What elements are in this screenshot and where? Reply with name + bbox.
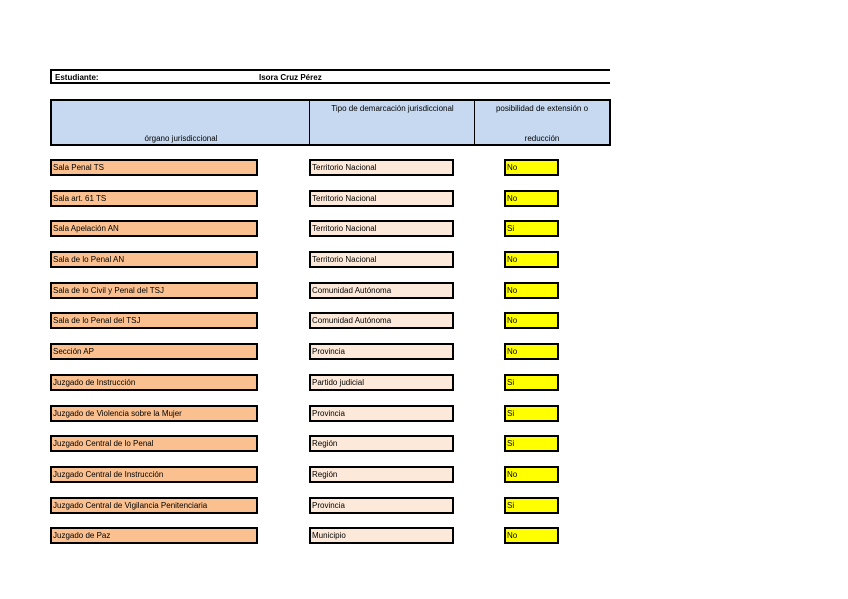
cell-organo[interactable]: Juzgado Central de Vigilancia Penitenciaria: [50, 497, 258, 514]
cell-tipo[interactable]: Partido judicial: [309, 374, 454, 391]
table-row: [0, 435, 848, 466]
cell-tipo[interactable]: Territorio Nacional: [309, 251, 454, 268]
cell-tipo[interactable]: Provincia: [309, 405, 454, 422]
cell-posibilidad[interactable]: Si: [504, 435, 559, 452]
cell-organo[interactable]: Juzgado Central de lo Penal: [50, 435, 258, 452]
cell-tipo[interactable]: Territorio Nacional: [309, 220, 454, 237]
table-row: [0, 282, 848, 313]
cell-posibilidad[interactable]: Si: [504, 497, 559, 514]
header-posibilidad-line1: posibilidad de extensión o: [495, 104, 589, 113]
table-row: [0, 497, 848, 528]
table-row: [0, 220, 848, 251]
cell-organo[interactable]: Sala de lo Civil y Penal del TSJ: [50, 282, 258, 299]
table-row: [0, 190, 848, 221]
cell-tipo[interactable]: Región: [309, 435, 454, 452]
cell-tipo[interactable]: Comunidad Autónoma: [309, 312, 454, 329]
table-row: [0, 527, 848, 558]
cell-tipo[interactable]: Provincia: [309, 497, 454, 514]
cell-organo[interactable]: Sala Penal TS: [50, 159, 258, 176]
table-row: [0, 251, 848, 282]
cell-organo[interactable]: Sección AP: [50, 343, 258, 360]
header-tipo-label: Tipo de demarcación jurisdiccional: [331, 104, 454, 113]
cell-posibilidad[interactable]: Si: [504, 220, 559, 237]
table-row: [0, 405, 848, 436]
cell-organo[interactable]: Juzgado de Paz: [50, 527, 258, 544]
cell-tipo[interactable]: Región: [309, 466, 454, 483]
cell-organo[interactable]: Sala Apelación AN: [50, 220, 258, 237]
header-organo-label: órgano jurisdiccional: [144, 134, 218, 143]
cell-tipo[interactable]: Comunidad Autónoma: [309, 282, 454, 299]
cell-organo[interactable]: Sala de lo Penal AN: [50, 251, 258, 268]
cell-organo[interactable]: Sala de lo Penal del TSJ: [50, 312, 258, 329]
student-label: Estudiante:: [55, 73, 99, 82]
header-organo: [50, 99, 311, 146]
cell-posibilidad[interactable]: No: [504, 282, 559, 299]
header-posibilidad-line2: reducción: [524, 134, 560, 143]
cell-organo[interactable]: Juzgado de Violencia sobre la Mujer: [50, 405, 258, 422]
cell-posibilidad[interactable]: No: [504, 159, 559, 176]
table-row: [0, 466, 848, 497]
cell-posibilidad[interactable]: Si: [504, 374, 559, 391]
cell-organo[interactable]: Juzgado de Instrucción: [50, 374, 258, 391]
student-bar: [50, 69, 610, 84]
cell-posibilidad[interactable]: No: [504, 312, 559, 329]
cell-posibilidad[interactable]: No: [504, 527, 559, 544]
cell-posibilidad[interactable]: Si: [504, 405, 559, 422]
cell-tipo[interactable]: Provincia: [309, 343, 454, 360]
table-row: [0, 312, 848, 343]
table-row: [0, 374, 848, 405]
table-row: [0, 159, 848, 190]
cell-tipo[interactable]: Municipio: [309, 527, 454, 544]
table-row: [0, 343, 848, 374]
header-tipo: [309, 99, 476, 146]
cell-posibilidad[interactable]: No: [504, 466, 559, 483]
student-name: Isora Cruz Pérez: [259, 73, 322, 82]
header-posibilidad: [474, 99, 611, 146]
cell-tipo[interactable]: Territorio Nacional: [309, 190, 454, 207]
cell-tipo[interactable]: Territorio Nacional: [309, 159, 454, 176]
cell-posibilidad[interactable]: No: [504, 343, 559, 360]
table-body: [0, 159, 848, 558]
cell-posibilidad[interactable]: No: [504, 251, 559, 268]
cell-organo[interactable]: Juzgado Central de Instrucción: [50, 466, 258, 483]
cell-posibilidad[interactable]: No: [504, 190, 559, 207]
cell-organo[interactable]: Sala art. 61 TS: [50, 190, 258, 207]
